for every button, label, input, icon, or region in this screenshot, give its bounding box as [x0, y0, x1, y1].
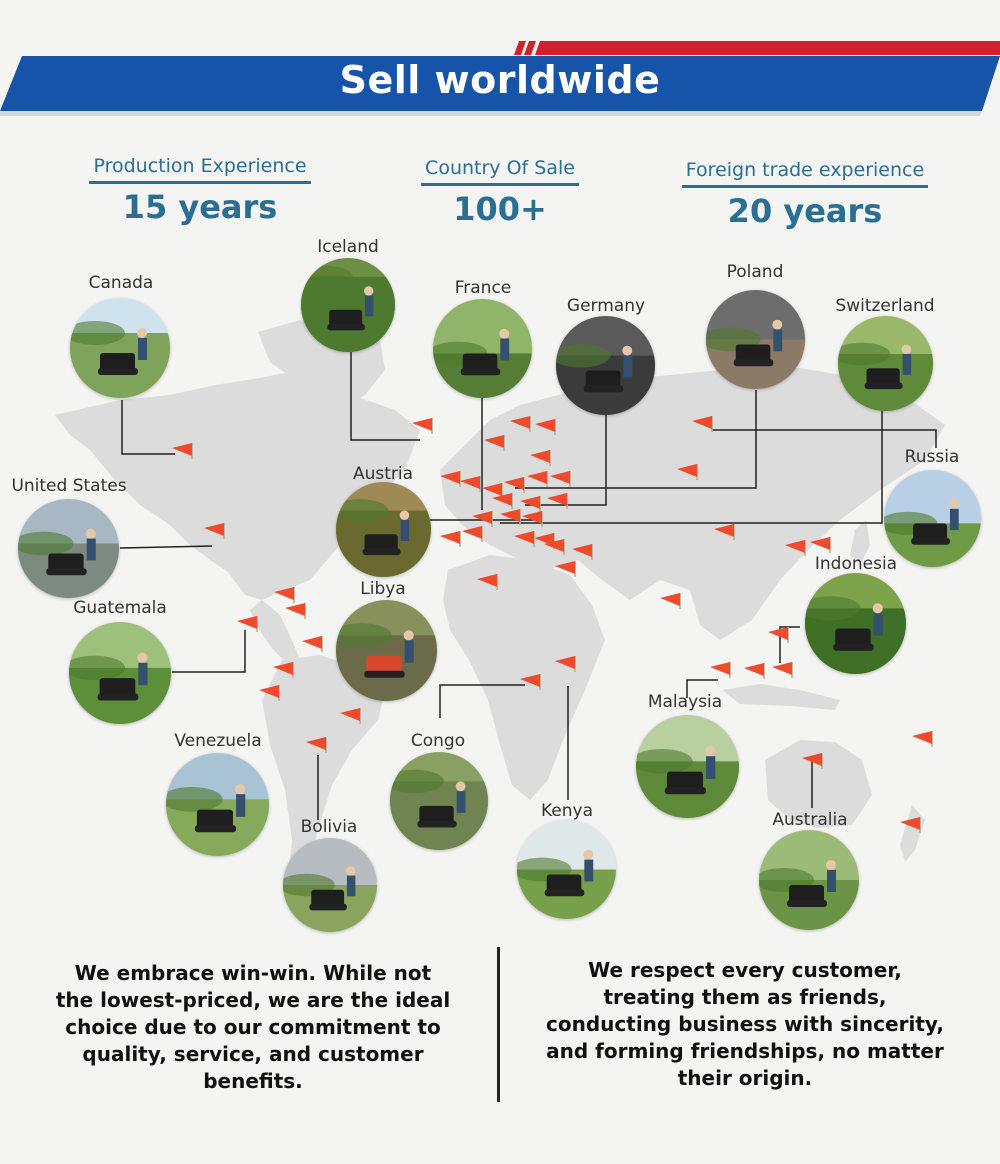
- country-label-united-states: United States: [11, 476, 127, 496]
- photo-indonesia: [805, 573, 906, 674]
- photo-scene: [838, 316, 933, 411]
- stat-label: Foreign trade experience: [682, 159, 928, 188]
- photo-australia: [759, 830, 859, 930]
- photo-scene: [884, 470, 981, 567]
- country-label-congo: Congo: [410, 731, 466, 751]
- country-label-canada: Canada: [88, 273, 154, 293]
- photo-canada: [70, 298, 170, 398]
- country-label-germany: Germany: [566, 296, 646, 316]
- flag-marker: [912, 731, 932, 747]
- photo-russia: [884, 470, 981, 567]
- photo-scene: [706, 290, 805, 389]
- flag-marker: [660, 593, 680, 609]
- photo-scene: [636, 715, 739, 818]
- footer-right-text: We respect every customer, treating them as friends, conducting business with sincerity, and forming friendships, no matter their origin.: [546, 958, 944, 1090]
- photo-scene: [805, 573, 906, 674]
- flag-marker: [772, 662, 792, 678]
- flag-marker: [710, 662, 730, 678]
- country-label-russia: Russia: [904, 447, 960, 467]
- stat-label: Country Of Sale: [421, 157, 579, 186]
- photo-malaysia: [636, 715, 739, 818]
- stat-label: Production Experience: [89, 155, 310, 184]
- country-label-guatemala: Guatemala: [73, 598, 167, 618]
- country-label-iceland: Iceland: [317, 237, 379, 257]
- photo-kenya: [517, 820, 616, 919]
- country-label-bolivia: Bolivia: [300, 817, 358, 837]
- photo-congo: [390, 752, 488, 850]
- photo-scene: [336, 600, 437, 701]
- photo-scene: [517, 820, 616, 919]
- photo-scene: [166, 753, 269, 856]
- country-label-malaysia: Malaysia: [647, 692, 723, 712]
- photo-scene: [18, 499, 119, 598]
- stat-value: 15 years: [122, 188, 278, 226]
- photo-france: [433, 299, 532, 398]
- island-indonesia: [722, 684, 840, 710]
- photo-bolivia: [283, 838, 377, 932]
- photo-scene: [283, 838, 377, 932]
- country-label-kenya: Kenya: [540, 801, 594, 821]
- country-label-france: France: [454, 278, 512, 298]
- flag-marker: [744, 663, 764, 679]
- country-label-switzerland: Switzerland: [835, 296, 935, 316]
- country-label-venezuela: Venezuela: [174, 731, 262, 751]
- flag-marker: [302, 636, 322, 652]
- photo-scene: [556, 316, 655, 415]
- footer-left-text: We embrace win-win. While not the lowest-priced, we are the ideal choice due to our commitment to quality, service, and customer benefits.: [55, 961, 451, 1093]
- flag-marker: [440, 531, 460, 547]
- photo-scene: [759, 830, 859, 930]
- flag-marker: [285, 603, 305, 619]
- photo-venezuela: [166, 753, 269, 856]
- stat-value: 20 years: [727, 192, 883, 230]
- photo-austria: [336, 482, 431, 577]
- photo-scene: [433, 299, 532, 398]
- country-label-australia: Australia: [772, 810, 848, 830]
- country-label-austria: Austria: [352, 464, 414, 484]
- page-title: Sell worldwide: [339, 58, 661, 102]
- photo-switzerland: [838, 316, 933, 411]
- country-label-poland: Poland: [726, 262, 784, 282]
- footer-divider: [497, 947, 500, 1102]
- photo-libya: [336, 600, 437, 701]
- photo-scene: [70, 298, 170, 398]
- photo-scene: [69, 622, 171, 724]
- photo-united-states: [18, 499, 119, 598]
- photo-scene: [390, 752, 488, 850]
- photo-scene: [336, 482, 431, 577]
- connector-guatemala: [172, 630, 245, 672]
- photo-scene: [301, 258, 395, 352]
- photo-iceland: [301, 258, 395, 352]
- flag-marker: [768, 627, 788, 643]
- country-label-indonesia: Indonesia: [814, 554, 898, 574]
- stat-value: 100+: [453, 190, 547, 228]
- flag-marker: [237, 616, 257, 632]
- photo-guatemala: [69, 622, 171, 724]
- photo-poland: [706, 290, 805, 389]
- photo-germany: [556, 316, 655, 415]
- island-new-zealand: [900, 805, 925, 862]
- country-label-libya: Libya: [360, 579, 406, 599]
